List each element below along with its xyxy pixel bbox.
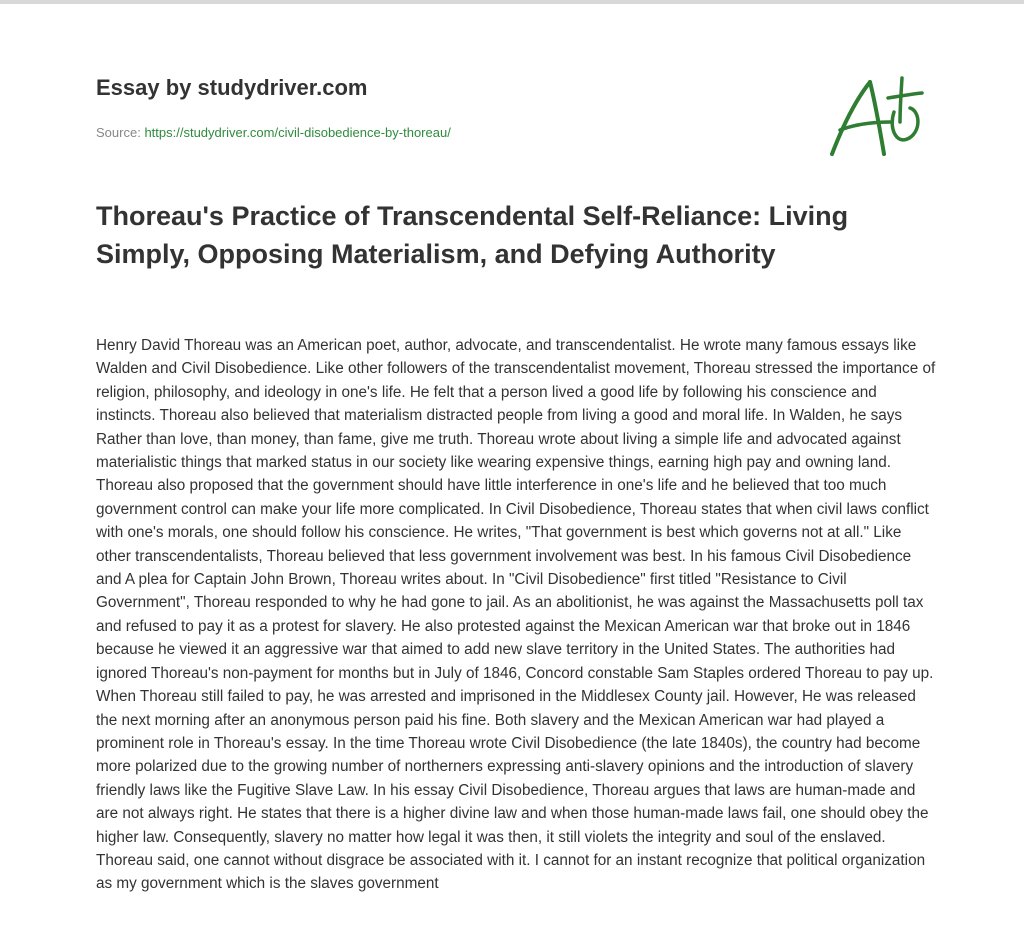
a-plus-grade-icon xyxy=(818,68,932,164)
page-header xyxy=(96,74,816,142)
source-line xyxy=(96,124,816,142)
site-title: Essay by studydriver.com xyxy=(96,75,368,100)
essay-paragraph: Henry David Thoreau was an American poet, author, advocate, and transcendentalist. He wrote many famous essays like Walden and Civil Disobedience. Like other followers of the transcendentalist movement, Thoreau stressed the importance of religion, philosophy, and ideology in one's life. He felt that a person lived a good life by following his conscience and instincts. Thoreau also believed that materialism distracted people from living a good and moral life. In Walden, he says Rather than love, than money, than fame, give me truth. Thoreau wrote about living a simple life and advocated against materialistic things that marked status in our society like wearing expensive things, earning high pay and owning land. Thoreau also proposed that the government should have little interference in one's life and he believed that too much government control can make your life more complicated. In Civil Disobedience, Thoreau states that when civil laws conflict with one's morals, one should follow his conscience. He writes, "That government is best which governs not at all." Like other transcendentalists, Thoreau believed that less government involvement was best. In his famous Civil Disobedience and A plea for Captain John Brown, Thoreau writes about. In "Civil Disobedience" first titled "Resistance to Civil Government", Thoreau responded to why he had gone to jail. As an abolitionist, he was against the Massachusetts poll tax and refused to pay it as a protest for slavery. He also protested against the Mexican American war that broke out in 1846 because he viewed it an aggressive war that aimed to add new slave territory in the United States. The authorities had ignored Thoreau's non-payment for months but in July of 1846, Concord constable Sam Staples ordered Thoreau to pay up. When Thoreau still failed to pay, he was arrested and imprisoned in the Middlesex County jail. However, He was released the next morning after an anonymous person paid his fine. Both slavery and the Mexican American war had played a prominent role in Thoreau's essay. In the time Thoreau wrote Civil Disobedience (the late 1840s), the country had become more polarized due to the growing number of northerners expressing anti-slavery opinions and the introduction of slavery friendly laws like the Fugitive Slave Law. In his essay Civil Disobedience, Thoreau argues that laws are human-made and are not always right. He states that there is a higher divine law and when those human-made laws fail, one should obey the higher law. Consequently, slavery no matter how legal it was then, it still violets the integrity and soul of the enslaved. Thoreau said, one cannot without disgrace be associated with it. I cannot for an instant recognize that political organization as my government which is the slaves government xyxy=(96,337,936,893)
essay-body xyxy=(96,334,938,896)
essay-title: Thoreau's Practice of Transcendental Self-Reliance: Living Simply, Opposing Materialism, and Defying Authority xyxy=(96,201,849,269)
source-label: Source: xyxy=(96,125,141,140)
source-link[interactable]: https://studydriver.com/civil-disobedience-by-thoreau/ xyxy=(144,125,451,140)
top-divider xyxy=(0,0,1024,4)
